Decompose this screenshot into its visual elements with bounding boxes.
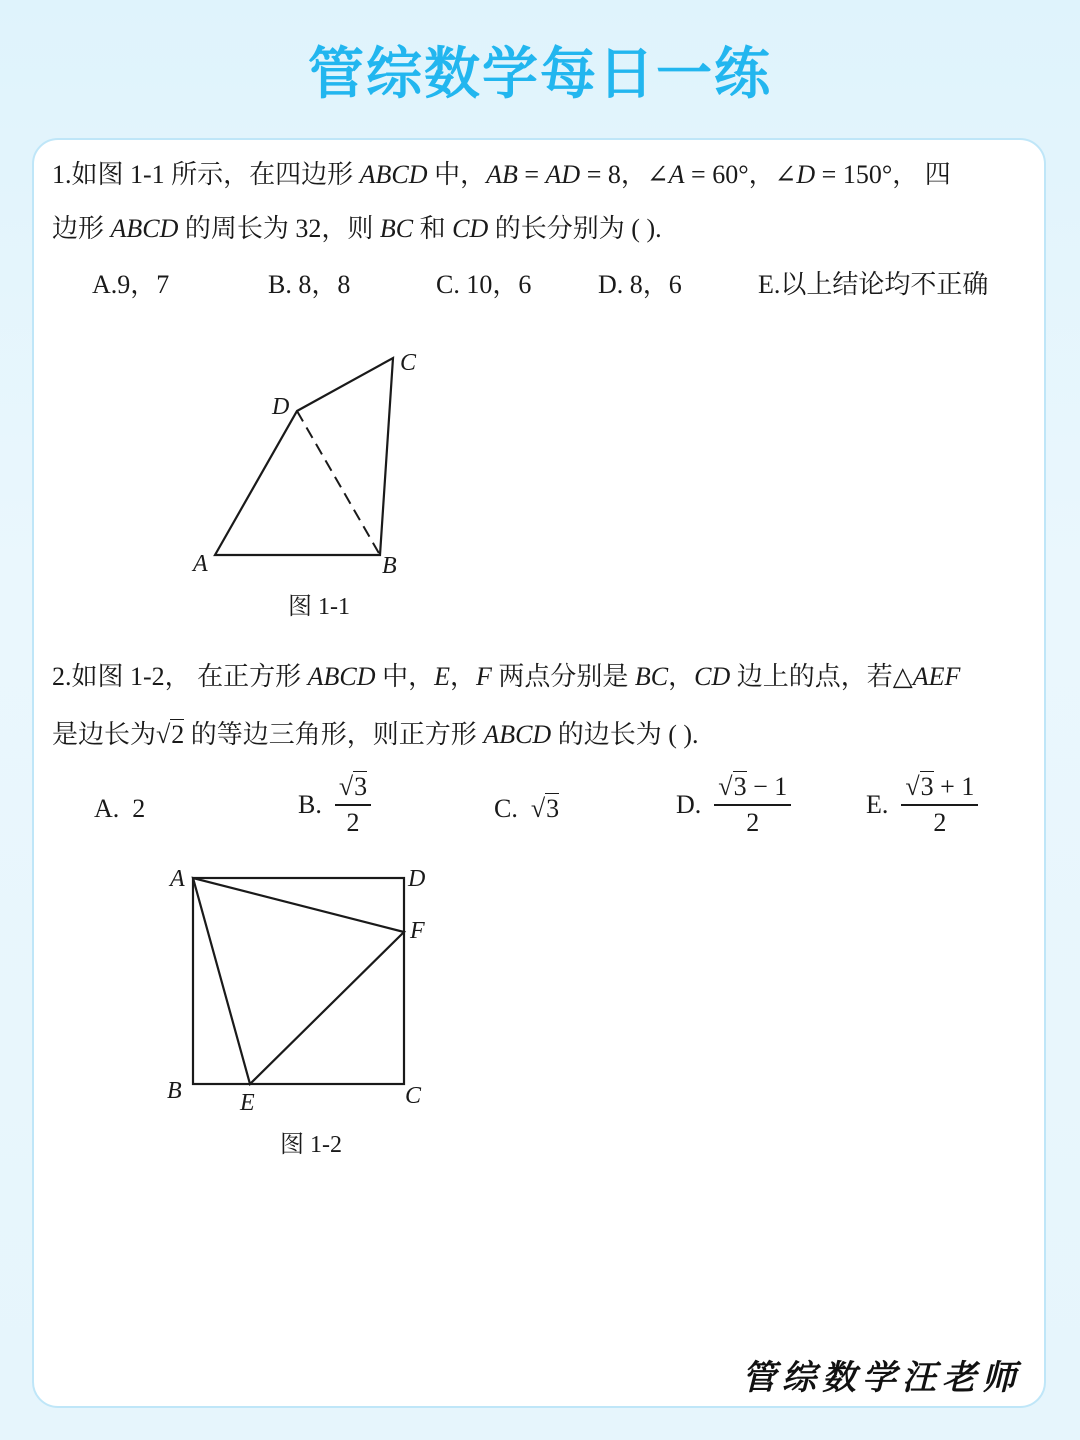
fraction-numerator: √3 + 1 [901, 772, 978, 806]
sqrt-value: 3 [354, 772, 368, 801]
quadrilateral-abcd [215, 358, 393, 555]
sqrt-symbol: √ [530, 794, 546, 823]
fraction-numerator: √3 [335, 772, 371, 806]
label-b: B [382, 553, 397, 579]
q2-text: 是边长为 [52, 720, 157, 749]
numerator-tail: − 1 [746, 772, 788, 801]
q1-text: CD [452, 214, 489, 243]
option-label: C. [494, 794, 518, 823]
q2-option-a[interactable] [94, 794, 145, 824]
fraction [714, 772, 791, 838]
label-d: D [408, 866, 426, 892]
label-e: E [240, 1090, 255, 1116]
option-label: A. [94, 794, 120, 823]
q2-text: ， [449, 662, 476, 691]
q2-sqrt-value: 2 [171, 720, 185, 749]
option-value: 2 [132, 794, 146, 823]
fraction [335, 772, 371, 838]
q1-text: ABCD [110, 214, 179, 243]
q1-text: 和 [413, 214, 453, 243]
q1-text: A [668, 160, 685, 189]
label-a: A [193, 551, 208, 577]
q1-text: 的周长为 32，则 [178, 214, 380, 243]
q2-text: BC [634, 662, 669, 691]
sqrt-value: 3 [920, 772, 934, 801]
q2-line-2 [52, 714, 699, 751]
q1-option-c[interactable]: C. 10，6 [436, 270, 532, 299]
author-signature: 管综数学汪老师 [742, 1358, 1022, 1398]
q1-text: 中， [427, 160, 487, 189]
q1-text: 边形 [52, 214, 111, 243]
option-value: 3 [546, 794, 560, 823]
q2-text: 2.如图 1-2， 在正方形 [52, 662, 308, 691]
q1-text: ABCD [359, 160, 428, 189]
q2-text: F [475, 662, 492, 691]
q2-text: ABCD [307, 662, 376, 691]
option-label: D. [676, 790, 702, 819]
q1-text: = 60°，∠ [684, 160, 797, 189]
q2-option-c[interactable] [494, 794, 559, 824]
q2-text: ABCD [483, 720, 552, 749]
label-f: F [410, 918, 425, 944]
label-c: C [400, 350, 417, 376]
page-title: 管综数学每日一练 [308, 42, 772, 107]
fraction-denominator: 2 [346, 808, 360, 837]
q2-text: 的等边三角形，则正方形 [184, 720, 484, 749]
q2-text: ， [668, 662, 695, 691]
fraction [901, 772, 978, 838]
q1-text: = 8，∠ [580, 160, 669, 189]
q1-text: AB [486, 160, 518, 189]
label-b: B [167, 1078, 182, 1104]
fraction-denominator: 2 [746, 808, 760, 837]
q1-text: BC [379, 214, 414, 243]
q2-text: 边上的点，若△ [730, 662, 913, 691]
q1-text: AD [545, 160, 581, 189]
option-label: E. [866, 790, 889, 819]
q2-option-e[interactable] [866, 772, 978, 838]
diagonal-bd-dashed [297, 411, 380, 555]
q2-text: E [434, 662, 450, 691]
label-c: C [405, 1083, 422, 1109]
q2-option-b[interactable] [298, 772, 371, 838]
figure-1-1-caption: 图 1-1 [288, 594, 350, 620]
q1-text: D [796, 160, 816, 189]
fraction-denominator: 2 [933, 808, 947, 837]
option-label: B. [298, 790, 322, 819]
q2-text: 中， [375, 662, 435, 691]
q2-text: 两点分别是 [491, 662, 635, 691]
q1-option-a[interactable]: A.9，7 [92, 270, 170, 299]
fraction-numerator: √3 − 1 [714, 772, 791, 806]
q1-option-e[interactable]: E.以上结论均不正确 [758, 270, 989, 299]
q2-text: 的边长为 ( ). [551, 720, 699, 749]
q1-option-d[interactable]: D. 8，6 [598, 270, 682, 299]
label-a: A [170, 866, 185, 892]
numerator-tail: + 1 [933, 772, 975, 801]
q1-text: = 150°， 四 [815, 160, 951, 189]
q2-line-1 [52, 656, 960, 693]
figure-1-2-caption: 图 1-2 [280, 1132, 342, 1158]
sqrt-symbol: √ [156, 720, 171, 749]
q1-text: 1.如图 1-1 所示，在四边形 [52, 160, 360, 189]
sqrt-value: 3 [733, 772, 747, 801]
q1-option-b[interactable]: B. 8，8 [268, 270, 351, 299]
q1-text: = [517, 160, 546, 189]
label-d: D [272, 394, 290, 420]
q2-text: AEF [912, 662, 961, 691]
q2-option-d[interactable] [676, 772, 791, 838]
q1-text: 的长分别为 ( ). [488, 214, 662, 243]
q2-text: CD [694, 662, 731, 691]
